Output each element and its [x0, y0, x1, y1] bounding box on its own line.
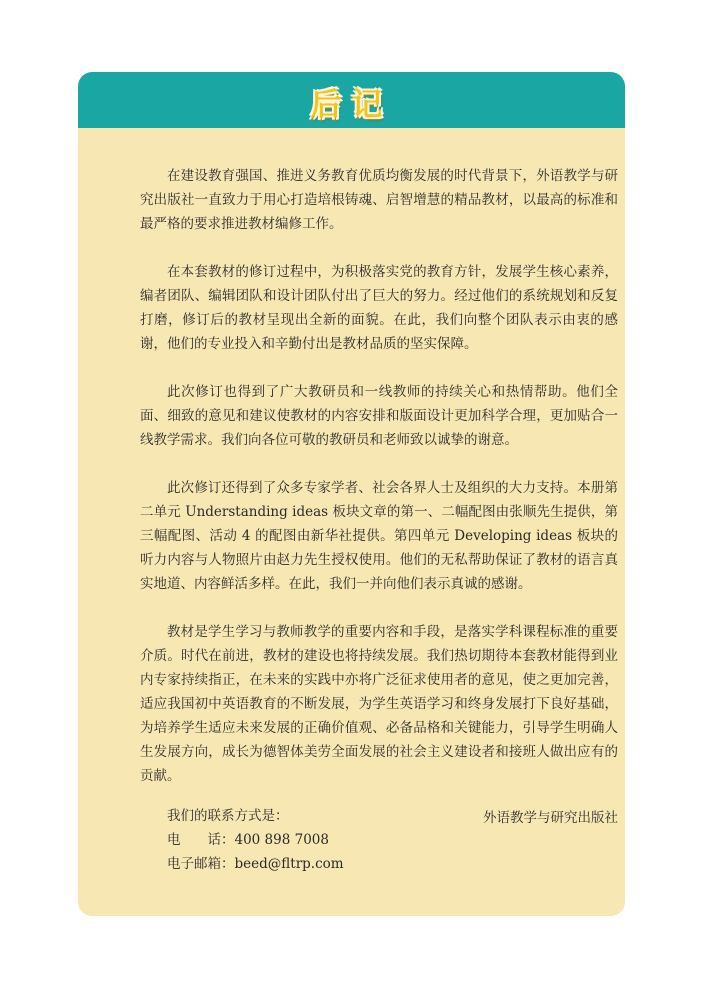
contact-intro: 我们的联系方式是： — [167, 808, 289, 824]
publisher-signature: 外语教学与研究出版社 — [483, 810, 618, 826]
contact-phone: 电 话：400 898 7008 — [167, 832, 329, 848]
paragraph-4: 此次修订还得到了众多专家学者、社会各界人士及组织的大力支持。本册第二单元 Understanding ideas 板块文章的第一、二幅配图由张顺先生提供，第三幅配图、活动 4 的配图由新华社提供。第四单元 Developing ideas 板块的听力内容与人物照片由赵力先生授权使用。他们的无私帮助保证了教材的语言真实地道、内容鲜活多样。在此，我们一并向他们表示真诚的感谢。 — [140, 480, 618, 592]
paragraph-3: 此次修订也得到了广大教研员和一线教师的持续关心和热情帮助。他们全面、细致的意见和建议使教材的内容安排和版面设计更加科学合理，更加贴合一线教学需求。我们向各位可敬的教研员和老师致以诚挚的谢意。 — [140, 384, 618, 448]
page-title: 后记 — [310, 87, 393, 123]
paragraph-2: 在本套教材的修订过程中，为积极落实党的教育方针，发展学生核心素养，编者团队、编辑团队和设计团队付出了巨大的努力。经过他们的系统规划和反复打磨，修订后的教材呈现出全新的面貌。在此，我们向整个团队表示由衷的感谢，他们的专业投入和辛勤付出是教材品质的坚实保障。 — [140, 264, 618, 352]
header-banner — [78, 72, 625, 128]
afterword-body — [140, 164, 618, 876]
contact-email: 电子邮箱：beed@fltrp.com — [167, 856, 344, 872]
paragraph-1: 在建设教育强国、推进义务教育优质均衡发展的时代背景下，外语教学与研究出版社一直致力于用心打造培根铸魂、启智增慧的精品教材，以最高的标准和最严格的要求推进教材编修工作。 — [140, 168, 618, 232]
paragraph-5: 教材是学生学习与教师教学的重要内容和手段，是落实学科课程标准的重要介质。时代在前进，教材的建设也将持续发展。我们热切期待本套教材能得到业内专家持续指正，在未来的实践中亦将广泛征求使用者的意见，使之更加完善，适应我国初中英语教育的不断发展，为学生英语学习和终身发展打下良好基础，为培养学生适应未来发展的正确价值观、必备品格和关键能力，引导学生明确人生发展方向，成长为德智体美劳全面发展的社会主义建设者和接班人做出应有的贡献。 — [140, 624, 618, 784]
